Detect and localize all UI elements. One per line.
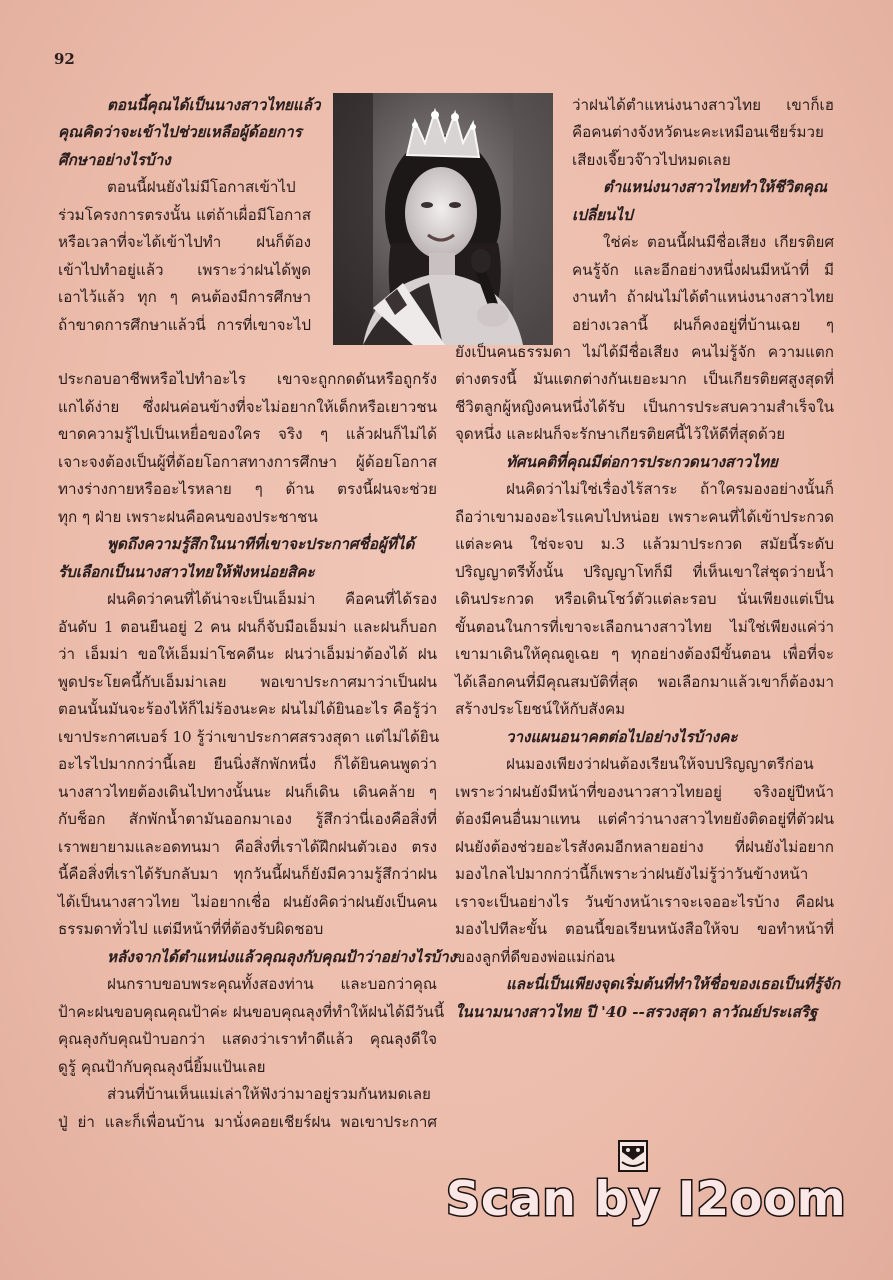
left-a4-l1: ส่วนที่บ้านเห็นแม่เล่าให้ฟังว่ามาอยู่รวมกันหมดเลย: [107, 1085, 431, 1103]
left-a2-l7: อะไรไปมากกว่านี้เลย ยืนนิ่งสักพักหนึ่ง ก็ได้ยินคนพูดว่า: [58, 755, 437, 773]
left-a1-l3: หรือเวลาที่จะได้เข้าไปทำ ฝนก็ต้อง: [58, 233, 311, 251]
left-a1-l4: เข้าไปทำอยู่แล้ว เพราะว่าฝนได้พูด: [58, 261, 311, 279]
right-c1-l3: เสียงเจี๊ยวจ๊าวไปหมดเลย: [572, 151, 731, 169]
left-a3-l3: คุณลุงกับคุณป้าบอกว่า แสดงว่าเราทำดีแล้ว คุณลุงดีใจ: [58, 1030, 437, 1048]
right-a6-l3: แต่ละคน ใช่จะจบ ม.3 แล้วมาประกวด สมัยนี้ระดับ: [455, 535, 834, 553]
right-a6-l9: สร้างประโยชน์ให้กับสังคม: [455, 700, 626, 718]
right-a5-l3: งานทำ ถ้าฝนไม่ได้ตำแหน่งนางสาวไทย: [572, 288, 834, 306]
right-a6-l2: ถือว่าเขามองอะไรแคบไปหน่อย เพราะคนที่ได้เข้าประกวด: [455, 508, 834, 526]
left-a1b-l5: ทางร่างกายหรืออะไรหลาย ๆ ด้าน ตรงนี้ฝนจะช่วย: [58, 480, 437, 498]
end-mark-icon: [618, 1140, 648, 1172]
left-q2-l1: พูดถึงความรู้สึกในนาทีที่เขาจะประกาศชื่อผู้ที่ได้: [107, 535, 415, 553]
page-number: 92: [54, 50, 75, 68]
right-q4-l1: ตำแหน่งนางสาวไทยทำให้ชีวิตคุณ: [603, 178, 828, 196]
right-a5b-l1: ยังเป็นคนธรรมดา ไม่ได้มีชื่อเสียง คนไม่รู้จัก ความแตก: [455, 343, 834, 361]
right-a7-l6: เราจะเป็นอย่างไร วันข้างหน้าเราจะเจออะไรบ้าง คือฝน: [455, 893, 834, 911]
right-q4-l2: เปลี่ยนไป: [572, 206, 633, 224]
right-a5b-l3: ชีวิตลูกผู้หญิงคนหนึ่งได้รับ เป็นการประสบความสำเร็จใน: [455, 398, 834, 416]
right-q7-l1: และนี่เป็นเพียงจุดเริ่มต้นที่ทำให้ชื่อของเธอเป็นที่รู้จัก: [506, 975, 841, 993]
left-a2-l11: นี้คือสิ่งที่เราได้รับกลับมา ทุกวันนี้ฝนก็ยังมีความรู้สึกว่าฝน: [58, 865, 437, 883]
left-a1b-l2: แกได้ง่าย ซึ่งฝนค่อนข้างที่จะไม่อยากให้เด็กหรือเยาวชน: [58, 398, 437, 416]
right-a6-l5: เดินประกวด หรือเดินโชว์ตัวแต่ละรอบ นั่นเพียงแต่เป็น: [455, 590, 834, 608]
left-a1b-l3: ขาดความรู้ไปเป็นเหยื่อของใคร จริง ๆ แล้วฝนก็ไม่ได้: [58, 425, 437, 443]
left-a2-l4: พูดประโยคนี้กับเอ็มม่าเลย พอเขาประกาศมาว่าเป็นฝน: [58, 673, 437, 691]
right-a7-l8: ของลูกที่ดีของพ่อแม่ก่อน: [455, 948, 615, 966]
right-a5-l1: ใช่ค่ะ ตอนนี้ฝนมีชื่อเสียง เกียรติยศ: [603, 233, 834, 251]
left-a1b-l4: เจาะจงต้องเป็นผู้ที่ด้อยโอกาสทางการศึกษา ผู้ด้อยโอกาส: [58, 453, 437, 471]
left-q1-l3: ศึกษาอย่างไรบ้าง: [58, 151, 171, 169]
left-a2-l3: ว่า เอ็มม่า ขอให้เอ็มม่าโชคดีนะ ฝนว่าเอ็มม่าต้องได้ ฝน: [58, 645, 437, 663]
right-a6-l6: ขั้นตอนในการที่เขาจะเลือกนางสาวไทย ไม่ใช่เพียงแค่ว่า: [455, 618, 834, 636]
left-a3-l4: ดูรู้ คุณป้ากับคุณลุงนี่ยิ้มแป้นเลย: [58, 1058, 266, 1076]
left-a1-l2: ร่วมโครงการตรงนั้น แต่ถ้าเผื่อมีโอกาส: [58, 206, 311, 224]
left-a2-l6: เขาประกาศเบอร์ 10 รู้ว่าเขาประกาศสรวงสุดา แต่ไม่ได้ยิน: [58, 728, 440, 746]
right-a6-l1: ฝนคิดว่าไม่ใช่เรื่องไร้สาระ ถ้าใครมองอย่างนั้นก็: [506, 480, 834, 498]
left-a2-l13: ธรรมดาทั่วไป แต่มีหน้าที่ที่ต้องรับผิดชอบ: [58, 920, 324, 938]
left-a1b-l6: ทุก ๆ ฝ่าย เพราะฝนคือคนของประชาชน: [58, 508, 318, 526]
portrait-photo: [333, 93, 553, 345]
left-q1-l2: คุณคิดว่าจะเข้าไปช่วยเหลือผู้ด้อยการ: [58, 123, 302, 141]
left-a3-l2: ป้าคะฝนขอบคุณคุณป้าค่ะ ฝนขอบคุณลุงที่ทำให้ฝนได้มีวันนี้: [58, 1003, 445, 1021]
right-a5-l2: คนรู้จัก และอีกอย่างหนึ่งฝนมีหน้าที่ มี: [572, 261, 834, 279]
right-a7-l1: ฝนมองเพียงว่าฝนต้องเรียนให้จบปริญญาตรีก่อน: [506, 755, 814, 773]
right-a7-l3: ต้องมีคนอื่นมาแทน แต่คำว่านางสาวไทยยังติดอยู่ที่ตัวฝน: [455, 810, 834, 828]
left-a2-l2: อันดับ 1 ตอนยืนอยู่ 2 คน ฝนก็จับมือเอ็มม่า และฝนก็บอก: [58, 618, 437, 636]
right-q6-l1: วางแผนอนาคตต่อไปอย่างไรบ้างคะ: [506, 728, 738, 746]
right-a5-l4: อย่างเวลานี้ ฝนก็คงอยู่ที่บ้านเฉย ๆ: [572, 316, 834, 334]
left-a4-l2: ปู่ ย่า และก็เพื่อนบ้าน มานั่งคอยเชียร์ฝน พอเขาประกาศ: [58, 1113, 437, 1131]
right-a7-l2: เพราะว่าฝนยังมีหน้าที่ของนาวสาวไทยอยู่ จริงอยู่ปีหน้า: [455, 783, 834, 801]
photo-illustration: [333, 93, 553, 345]
right-a7-l7: มองไปทีละขั้น ตอนนี้ขอเรียนหนังสือให้จบ ขอทำหน้าที่: [455, 920, 834, 938]
left-a1b-l1: ประกอบอาชีพหรือไปทำอะไร เขาจะถูกกดดันหรือถูกรัง: [58, 370, 437, 388]
left-a2-l10: เราพยายามและอดทนมา คือสิ่งที่เราได้ฝึกฝนตัวเอง ตรง: [58, 838, 437, 856]
left-q3-l1: หลังจากได้ตำแหน่งแล้วคุณลุงกับคุณป้าว่าอย่างไรบ้าง: [107, 948, 457, 966]
right-a6-l4: ปริญญาตรีทั้งนั้น ปริญญาโทก็มี ที่เห็นเขาใส่ชุดว่ายน้ำ: [455, 563, 834, 581]
left-q1-l1: ตอนนี้คุณได้เป็นนางสาวไทยแล้ว: [107, 96, 321, 114]
right-c1-l1: ว่าฝนได้ตำแหน่งนางสาวไทย เขาก็เฮ: [572, 96, 834, 114]
right-a7-l4: ฝนยังต้องช่วยอะไรสังคมอีกหลายอย่าง ที่ฝนยังไม่อยาก: [455, 838, 834, 856]
right-a6-l8: ได้เลือกคนที่มีคุณสมบัติที่สุด พอเลือกมาแล้วเขาก็ต้องมา: [455, 673, 834, 691]
right-a6-l7: เขามาเดินให้คุณดูเฉย ๆ ทุกอย่างต้องมีขั้นตอน เพื่อที่จะ: [455, 645, 834, 663]
left-a2-l5: ตอนนั้นมันจะร้องไห้ก็ไม่ร้องนะคะ ฝนไม่ได้ยินอะไร คือรู้ว่า: [58, 700, 438, 718]
left-a2-l12: ได้เป็นนางสาวไทย ไม่อยากเชื่อ ฝนยังคิดว่าฝนยังเป็นคน: [58, 893, 437, 911]
left-a3-l1: ฝนกราบขอบพระคุณทั้งสองท่าน และบอกว่าคุณ: [107, 975, 437, 993]
left-a1-l1: ตอนนี้ฝนยังไม่มีโอกาสเข้าไป: [107, 178, 296, 196]
left-a2-l9: กับช็อก สักพักน้ำตามันออกมาเอง รู้สึกว่านี่เองคือสิ่งที่: [58, 810, 437, 828]
right-c1-l2: คือคนต่างจังหวัดนะคะเหมือนเชียร์มวย: [572, 123, 824, 141]
right-a5b-l2: ต่างตรงนี้ มันแตกต่างกันเยอะมาก เป็นเกียรติยศสูงสุดที่: [455, 370, 834, 388]
right-q5-l1: ทัศนคติที่คุณมีต่อการประกวดนางสาวไทย: [506, 453, 778, 471]
right-a5b-l4: จุดหนึ่ง และฝนก็จะรักษาเกียรติยศนี้ไว้ให้ดีที่สุดด้วย: [455, 425, 786, 443]
right-a7-l5: มองไกลไปมากกว่านี้ก็เพราะว่าฝนยังไม่รู้ว่าวันข้างหน้า: [455, 865, 809, 883]
left-a2-l1: ฝนคิดว่าคนที่ได้น่าจะเป็นเอ็มม่า คือคนที่ได้รอง: [107, 590, 437, 608]
left-a2-l8: นางสาวไทยต้องเดินไปทางนั้นนะ ฝนก็เดิน เดินคล้าย ๆ: [58, 783, 437, 801]
left-a1-l5: เอาไว้แล้ว ทุก ๆ คนต้องมีการศึกษา: [58, 288, 311, 306]
scan-watermark: Scan by I2oom: [446, 1172, 847, 1227]
left-a1-l6: ถ้าขาดการศึกษาแล้วนี่ การที่เขาจะไป: [58, 316, 311, 334]
left-q2-l2: รับเลือกเป็นนางสาวไทยให้ฟังหน่อยสิคะ: [58, 563, 315, 581]
right-q7-l2: ในนามนางสาวไทย ปี '40 --สรวงสุดา ลาวัณย์ประเสริฐ: [455, 1003, 818, 1021]
